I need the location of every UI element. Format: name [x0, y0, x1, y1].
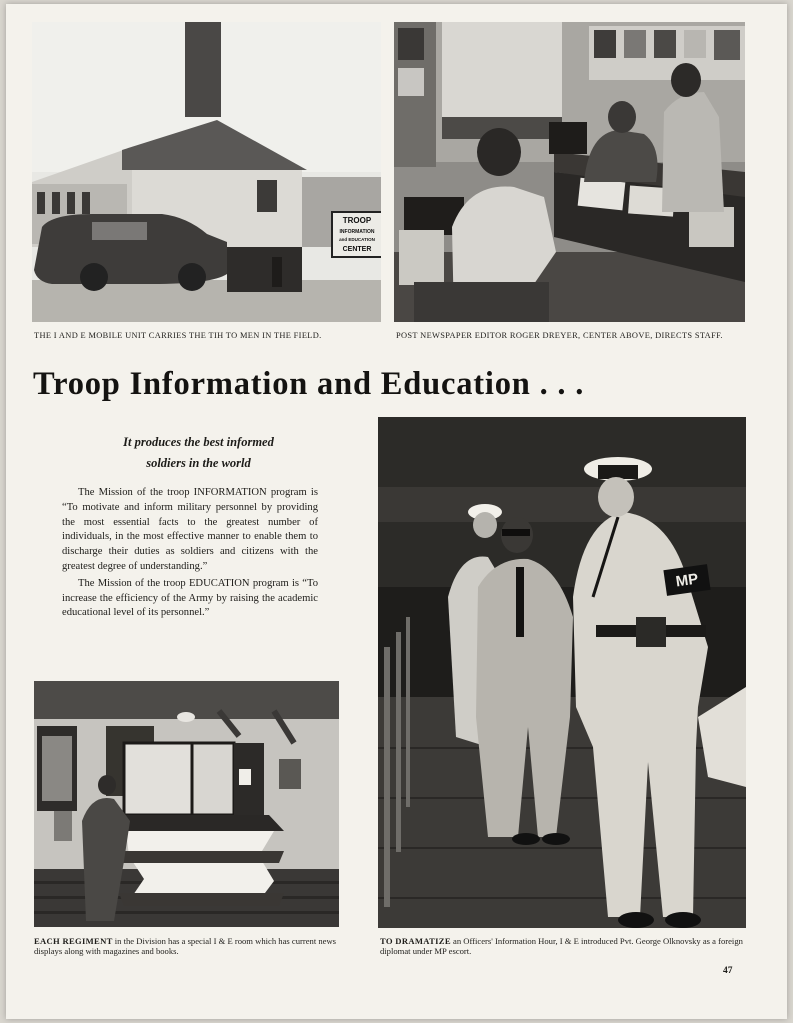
subhead-line2: soldiers in the world — [146, 456, 251, 470]
page-number: 47 — [723, 966, 733, 976]
subhead — [46, 432, 351, 474]
caption-dramatize-lead: TO DRAMATIZE — [380, 936, 451, 946]
caption-regiment-lead: EACH REGIMENT — [34, 936, 113, 946]
caption-regiment — [34, 936, 344, 956]
photo-newspaper-office — [394, 22, 745, 322]
caption-regiment-rest: in the Division has a special I & E room which has current news displays along with magazines and books. — [34, 936, 337, 956]
caption-newspaper: POST NEWSPAPER EDITOR ROGER DREYER, CENTER ABOVE, DIRECTS STAFF. — [396, 331, 723, 340]
photo-regiment-room — [34, 681, 339, 927]
photo-mp-escort — [378, 417, 746, 928]
caption-dramatize — [380, 936, 748, 956]
body-text — [62, 486, 318, 623]
subhead-line1: It produces the best informed — [123, 435, 274, 449]
sign-line1: TROOP — [342, 216, 372, 225]
sign-line4: CENTER — [342, 246, 372, 253]
armband-label: MP — [674, 570, 700, 591]
caption-dramatize-rest: an Officers' Information Hour, I & E introduced Pvt. George Olknovsky as a foreign diplomat under MP escort. — [380, 936, 743, 956]
body-paragraph-education: The Mission of the troop EDUCATION program is “To increase the efficiency of the Army by raising the academic educational level of its personnel.” — [62, 577, 318, 619]
sign-line3: and EDUCATION — [339, 237, 375, 242]
headline: Troop Information and Education . . . — [33, 366, 585, 402]
photo-mobile-unit — [32, 22, 381, 322]
magazine-page — [6, 4, 787, 1019]
sign-line2: INFORMATION — [339, 229, 375, 235]
body-paragraph-information: The Mission of the troop INFORMATION program is “To motivate and inform military personnel by providing the most essential facts to the greatest number of individuals, in the most effective manner to enable them to discharge their duties as soldiers and citizens with the greatest degree of understanding.” — [62, 487, 318, 572]
caption-mobile-unit: THE I AND E MOBILE UNIT CARRIES THE TIH TO MEN IN THE FIELD. — [34, 331, 322, 340]
